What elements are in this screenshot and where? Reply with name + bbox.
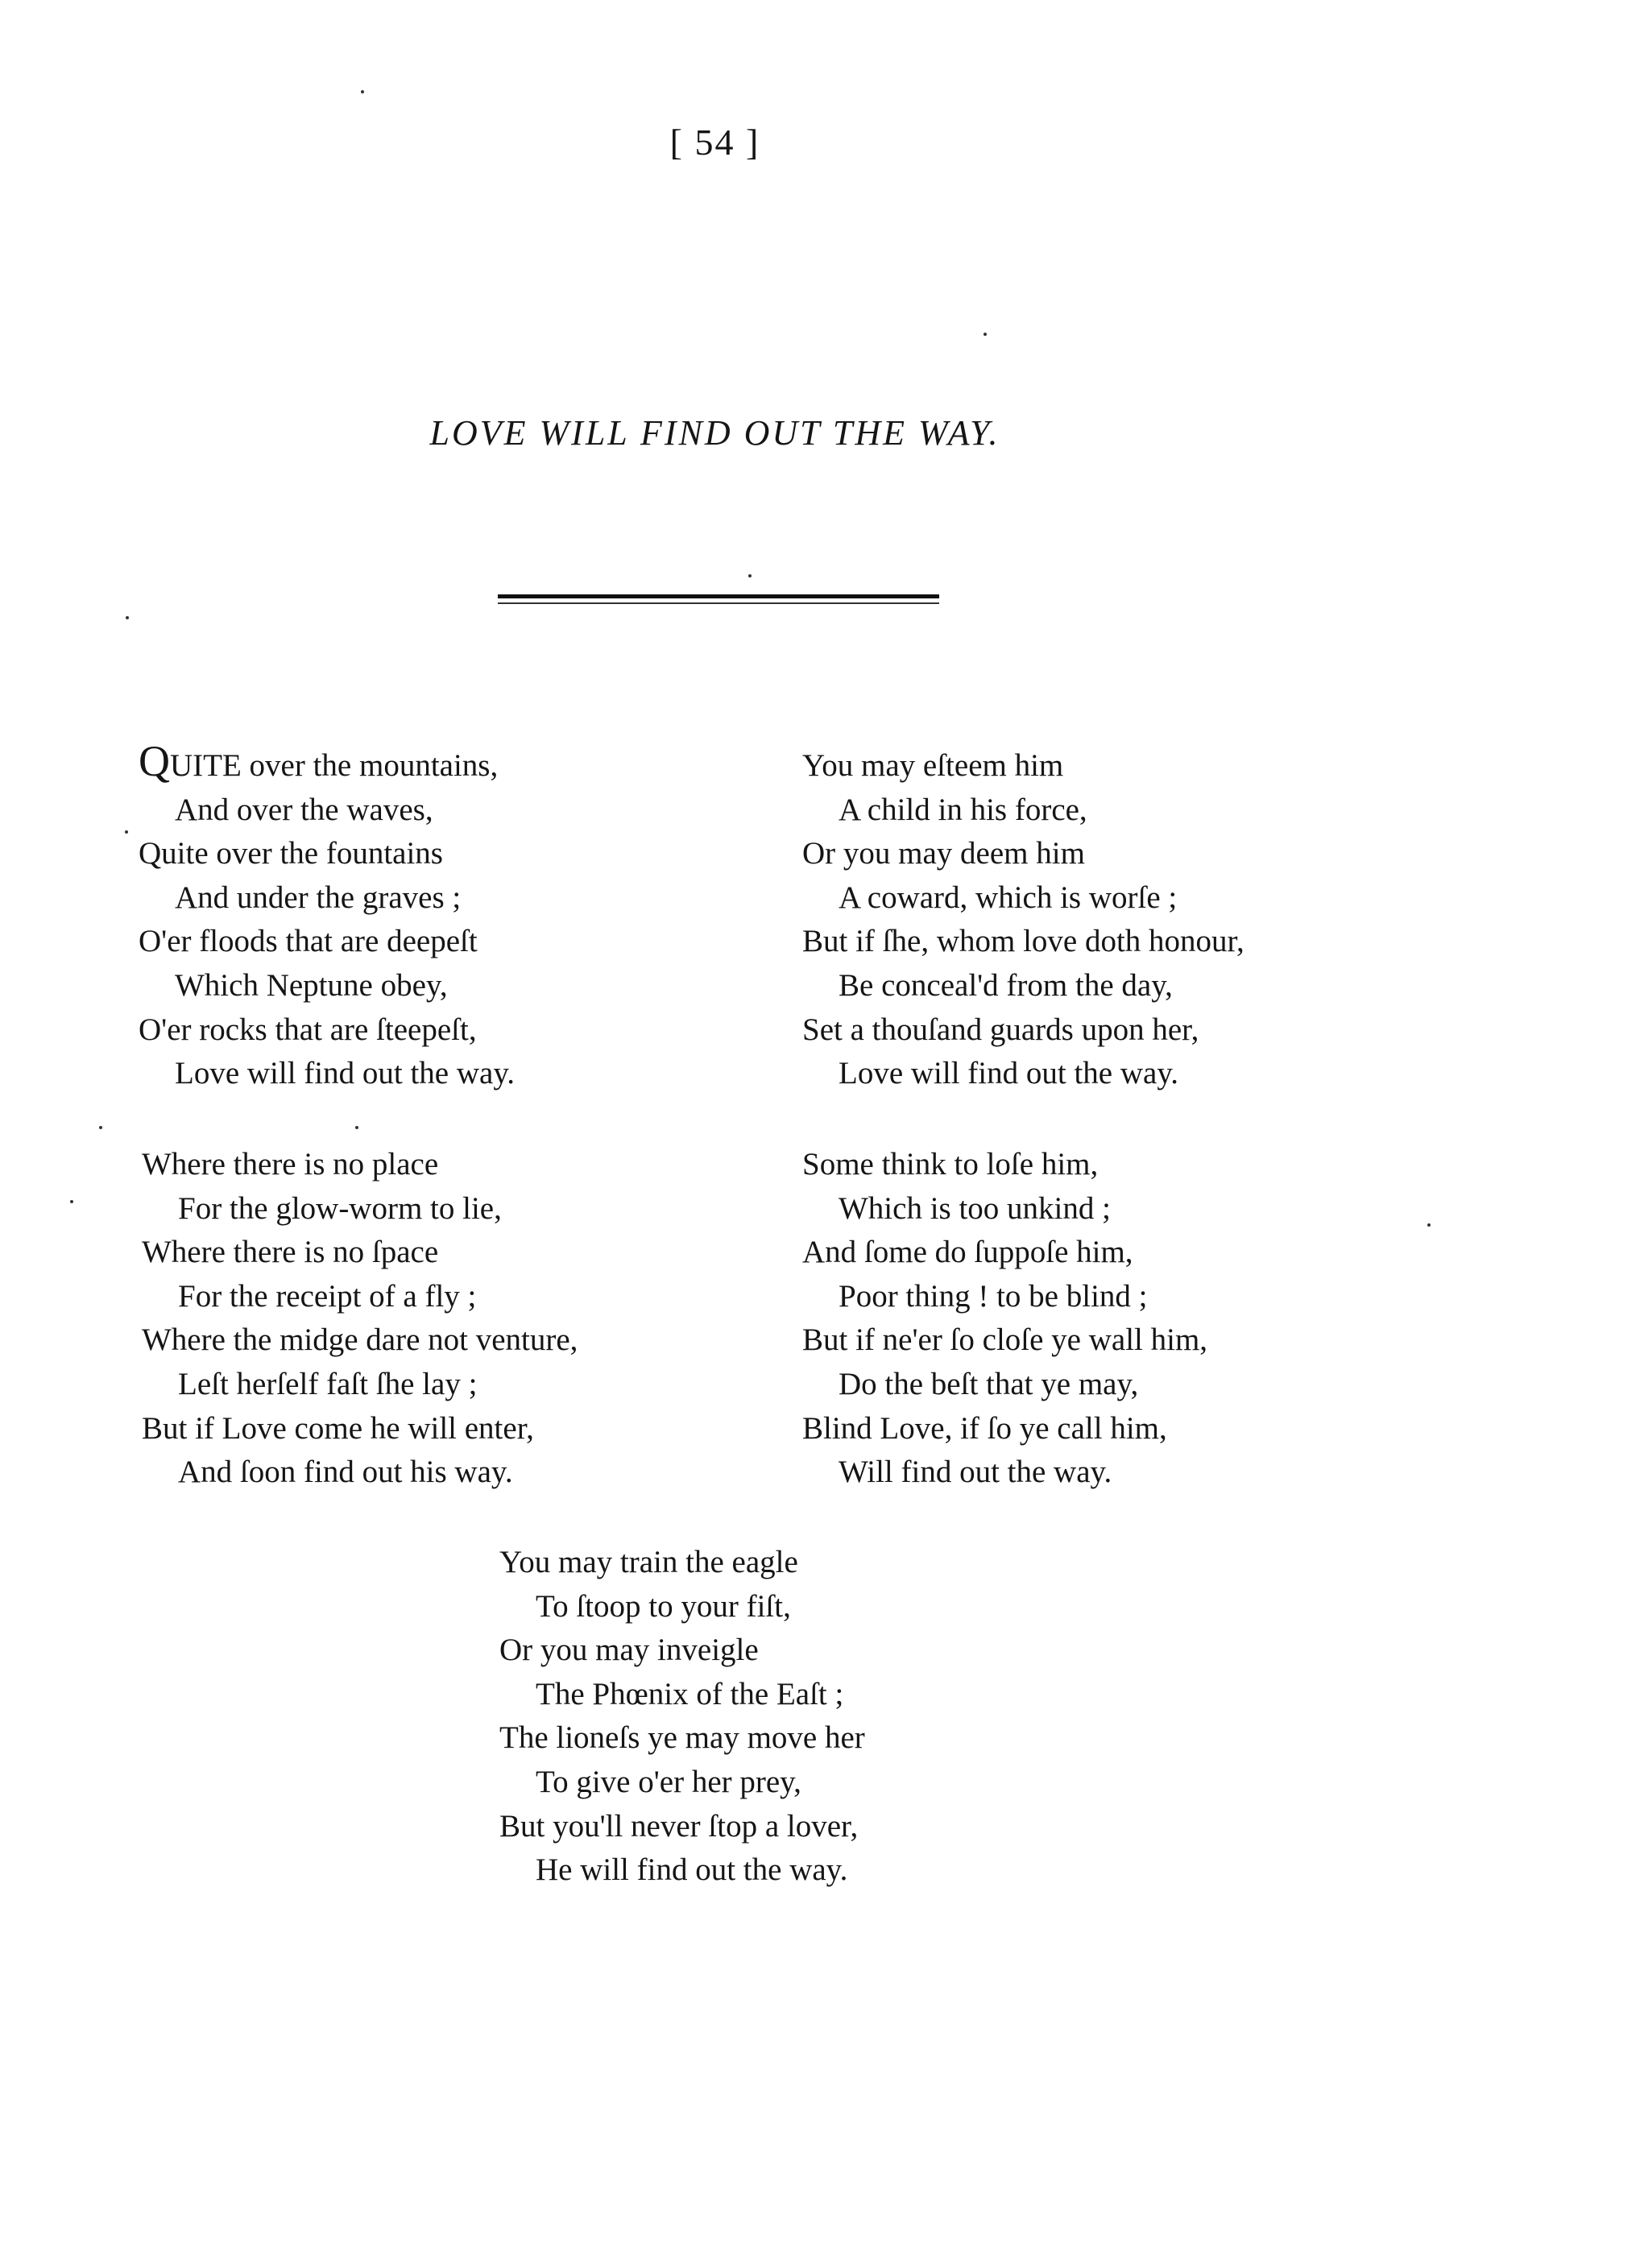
stanza-line: A child in his force, — [839, 792, 1087, 827]
stanza-line-text: UITE over the mountains, — [170, 748, 499, 783]
scan-speck — [126, 616, 129, 619]
stanza-line: He will find out the way. — [536, 1852, 848, 1888]
stanza-line: For the glow-worm to lie, — [178, 1190, 502, 1226]
scan-speck — [355, 1126, 358, 1129]
stanza-line: Some think to loſe him, — [802, 1147, 1099, 1182]
stanza-line: But if ſhe, whom love doth honour, — [802, 924, 1244, 959]
stanza-line: A coward, which is worſe ; — [839, 879, 1178, 915]
stanza-line: Be conceal'd from the day, — [839, 967, 1173, 1003]
stanza-5 — [499, 1541, 865, 1893]
stanza-1 — [139, 737, 516, 1096]
stanza-line: You may eſteem him — [802, 748, 1064, 783]
stanza-line: Do the beſt that ye may, — [839, 1366, 1139, 1401]
stanza-2 — [802, 744, 1244, 1096]
stanza-line: The lioneſs ye may move her — [499, 1720, 865, 1756]
stanza-line: But you'll never ſtop a lover, — [499, 1808, 859, 1844]
stanza-line: O'er rocks that are ſteepeſt, — [139, 1012, 477, 1047]
stanza-line: Or you may inveigle — [499, 1633, 759, 1668]
stanza-line: Quite over the fountains — [139, 836, 443, 871]
stanza-line: Blind Love, if ſo ye call him, — [802, 1410, 1167, 1446]
stanza-line: Where there is no place — [142, 1147, 439, 1182]
scan-speck — [70, 1200, 73, 1203]
stanza-line: Leſt herſelf faſt ſhe lay ; — [178, 1366, 478, 1401]
stanza-line: Where the midge dare not venture, — [142, 1322, 578, 1358]
stanza-line: And ſome do ſuppoſe him, — [802, 1235, 1133, 1270]
scan-speck — [1427, 1223, 1431, 1227]
scan-speck — [748, 574, 752, 577]
stanza-line: And ſoon find out his way. — [178, 1455, 513, 1490]
scan-speck — [984, 333, 987, 336]
stanza-line: Which is too unkind ; — [839, 1190, 1111, 1226]
stanza-line: The Phœnix of the Eaſt ; — [536, 1676, 844, 1711]
stanza-line: You may train the eagle — [499, 1545, 798, 1579]
drop-cap: Q — [139, 737, 170, 785]
scan-speck — [99, 1126, 102, 1129]
stanza-line: Will find out the way. — [839, 1455, 1112, 1490]
stanza-line: Love will find out the way. — [839, 1056, 1179, 1091]
stanza-4 — [802, 1143, 1207, 1495]
scan-speck — [125, 830, 128, 834]
stanza-line: To ſtoop to your fiſt, — [536, 1588, 791, 1624]
ornamental-rule — [498, 594, 939, 604]
stanza-line: But if Love come he will enter, — [142, 1410, 534, 1446]
stanza-3 — [142, 1143, 578, 1495]
scan-speck — [361, 90, 364, 93]
stanza-line: Where there is no ſpace — [142, 1235, 439, 1270]
stanza-line: For the receipt of a fly ; — [178, 1278, 477, 1314]
stanza-line: Which Neptune obey, — [175, 967, 448, 1003]
stanza-line — [139, 737, 515, 788]
stanza-line: Love will find out the way. — [175, 1056, 516, 1091]
stanza-line: Poor thing ! to be blind ; — [839, 1278, 1148, 1314]
stanza-line: To give o'er her prey, — [536, 1764, 801, 1799]
stanza-line: O'er floods that are deepeſt — [139, 924, 478, 959]
stanza-line: Or you may deem him — [802, 836, 1085, 871]
page-number: [ 54 ] — [669, 122, 760, 163]
stanza-line: But if ne'er ſo cloſe ye wall him, — [802, 1322, 1208, 1358]
stanza-line: And under the graves ; — [175, 879, 462, 915]
stanza-line: Set a thouſand guards upon her, — [802, 1012, 1199, 1047]
stanza-line: And over the waves, — [175, 792, 433, 827]
poem-title: LOVE WILL FIND OUT THE WAY. — [429, 413, 1000, 453]
